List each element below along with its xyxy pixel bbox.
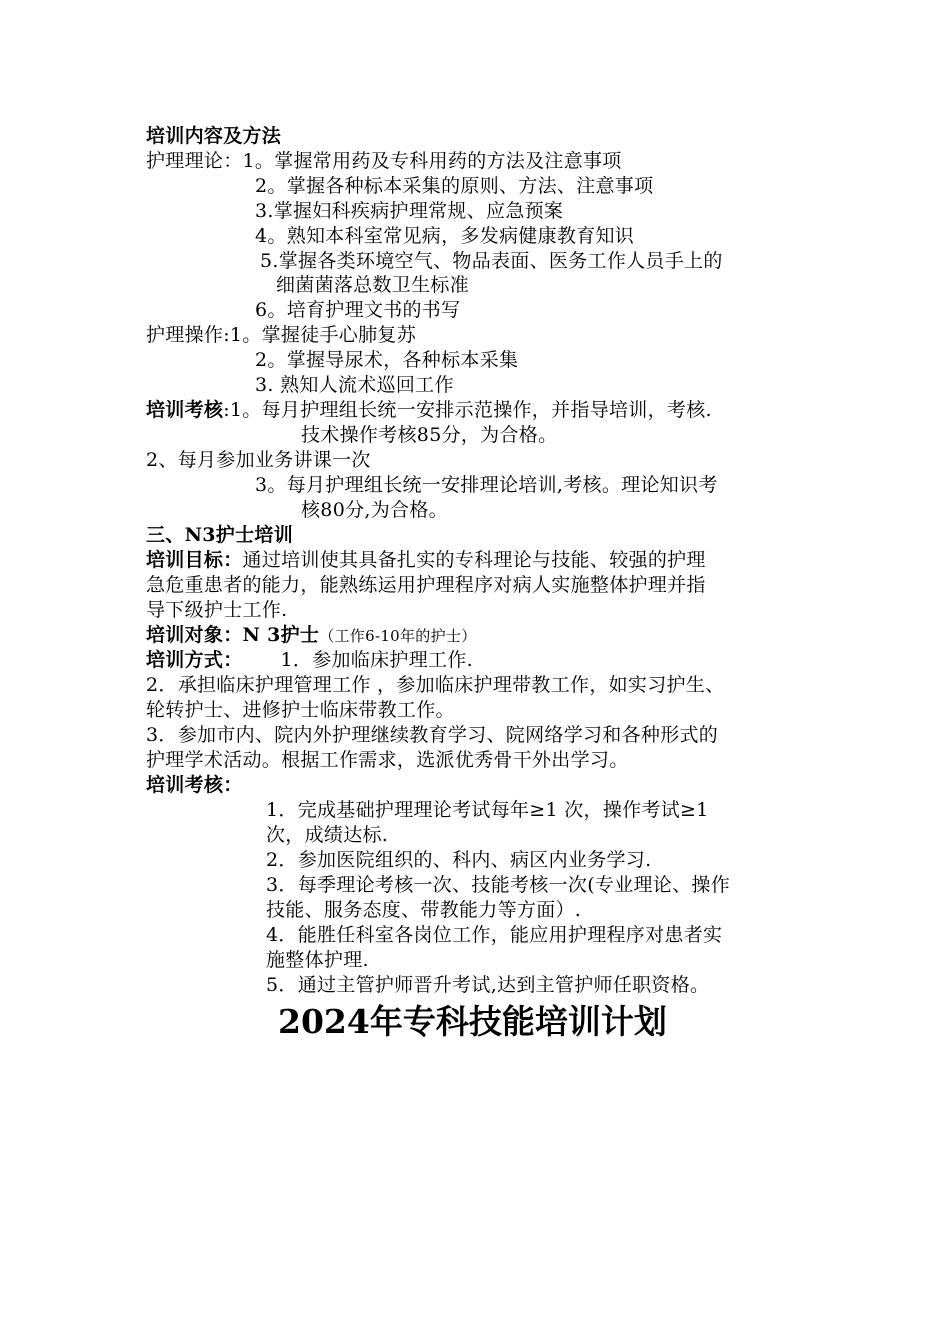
theory-item: 6。培育护理文书的书写 bbox=[255, 299, 461, 321]
operation-row-1 bbox=[146, 323, 416, 347]
operation-item: 2。掌握导尿术，各种标本采集 bbox=[255, 349, 519, 371]
method-item-continued: 轮转护士、进修护士临床带教工作。 bbox=[146, 699, 455, 721]
assessment-label: 培训考核 bbox=[146, 399, 224, 421]
n3-assessment-item: 4．能胜任科室各岗位工作，能应用护理程序对患者实 bbox=[266, 924, 723, 946]
assessment-item: 3。每月护理组长统一安排理论培训,考核。理论知识考 bbox=[255, 474, 718, 496]
theory-item-continued: 细菌菌落总数卫生标准 bbox=[276, 274, 470, 296]
n3-assessment-item: 3．每季理论考核一次、技能考核一次(专业理论、操作 bbox=[266, 874, 731, 896]
method-item: 2．承担临床护理管理工作 ，参加临床护理带教工作，如实习护生、 bbox=[146, 674, 725, 696]
method-item-continued: 护理学术活动。根据工作需求，选派优秀骨干外出学习。 bbox=[146, 749, 629, 771]
goal-label: 培训目标： bbox=[146, 549, 243, 571]
theory-item: 2。掌握各种标本采集的原则、方法、注意事项 bbox=[255, 175, 654, 197]
target-row bbox=[146, 623, 477, 648]
method-item: 3．参加市内、院内外护理继续教育学习、院网络学习和各种形式的 bbox=[146, 724, 719, 746]
method-row-1 bbox=[146, 648, 473, 672]
section-heading-n3: 三、N3护士培训 bbox=[146, 524, 293, 546]
n3-assessment-item: 2．参加医院组织的、科内、病区内业务学习. bbox=[266, 849, 652, 871]
n3-assessment-item-continued: 次，成绩达标. bbox=[266, 824, 389, 846]
theory-item: 4。熟知本科室常见病，多发病健康教育知识 bbox=[255, 225, 635, 247]
assessment-item: :1。每月护理组长统一安排示范操作，并指导培训，考核. bbox=[223, 399, 712, 421]
theory-item: 1。掌握常用药及专科用药的方法及注意事项 bbox=[242, 150, 622, 172]
assessment-item-continued: 技术操作考核85分，为合格。 bbox=[301, 424, 558, 446]
n3-assessment-item: 5．通过主管护师晋升考试,达到主管护师任职资格。 bbox=[266, 974, 710, 996]
method-label: 培训方式： bbox=[146, 649, 243, 671]
operation-item: 1。掌握徒手心肺复苏 bbox=[229, 324, 416, 346]
operation-item: 3. 熟知人流术巡回工作 bbox=[255, 374, 454, 396]
goal-row-1 bbox=[146, 548, 706, 572]
n3-assessment-item: 1．完成基础护理理论考试每年≥1 次，操作考试≥1 bbox=[266, 799, 709, 821]
page-title: 2024年专科技能培训计划 bbox=[278, 1002, 667, 1041]
method-item: 1．参加临床护理工作. bbox=[280, 649, 473, 671]
assessment-item-continued: 核80分,为合格。 bbox=[301, 499, 448, 521]
goal-text: 通过培训使其具备扎实的专科理论与技能、较强的护理 bbox=[242, 549, 706, 571]
n3-assessment-item-continued: 施整体护理. bbox=[266, 949, 369, 971]
goal-text: 急危重患者的能力，能熟练运用护理程序对病人实施整体护理并指 bbox=[146, 574, 706, 596]
theory-row-1 bbox=[146, 149, 622, 173]
theory-item: 5.掌握各类环境空气、物品表面、医务工作人员手上的 bbox=[260, 250, 723, 272]
goal-text: 导下级护士工作. bbox=[146, 599, 288, 621]
assessment-row-1 bbox=[146, 398, 712, 422]
target-label: 培训对象：N 3护士 bbox=[146, 624, 320, 646]
section-heading-training-content: 培训内容及方法 bbox=[146, 125, 282, 147]
n3-assessment-item-continued: 技能、服务态度、带教能力等方面）. bbox=[266, 899, 582, 921]
n3-assessment-label: 培训考核： bbox=[146, 774, 243, 796]
target-note: （工作6-10年的护士） bbox=[319, 627, 477, 645]
theory-label: 护理理论： bbox=[146, 150, 243, 172]
theory-item: 3.掌握妇科疾病护理常规、应急预案 bbox=[255, 200, 564, 222]
operation-label: 护理操作: bbox=[146, 324, 230, 346]
assessment-item: 2、每月参加业务讲课一次 bbox=[146, 449, 371, 471]
